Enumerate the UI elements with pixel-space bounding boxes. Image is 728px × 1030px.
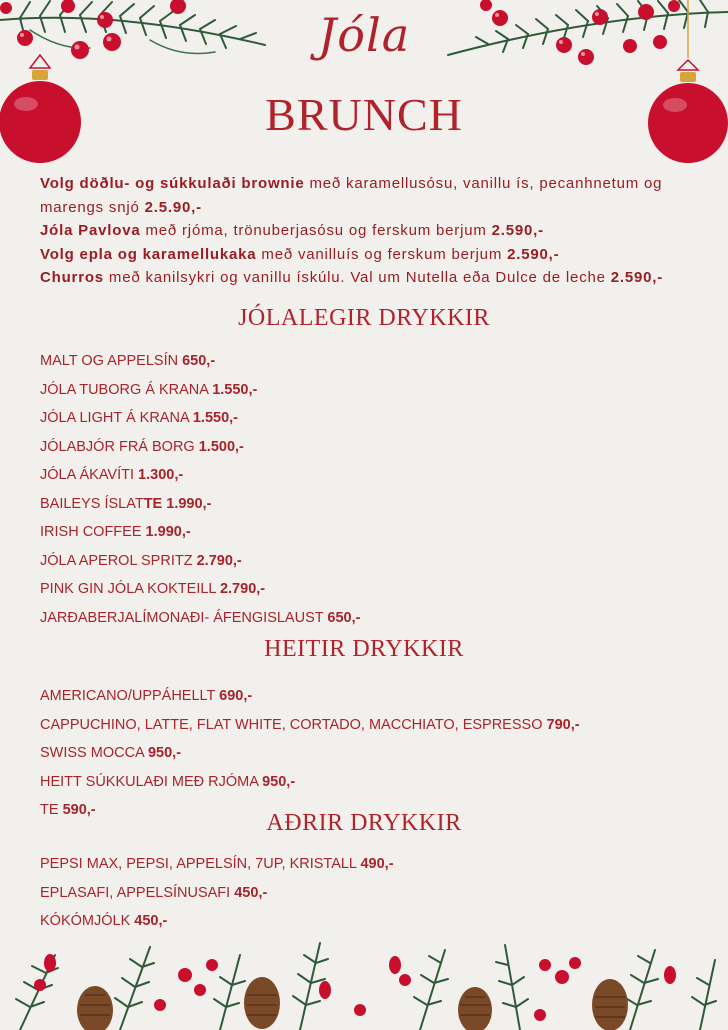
item-price: 490,- [360, 856, 394, 872]
item-name: Churros [40, 269, 104, 286]
list-item [40, 547, 700, 576]
item-name: PINK GIN JÓLA KOKTEILL [40, 581, 220, 597]
list-item [40, 518, 700, 547]
item-price: 650,- [182, 353, 216, 369]
item-name: BAILEYS ÍSLAT [40, 495, 144, 512]
item-name: JÓLA TUBORG Á KRANA [40, 381, 213, 398]
list-item [40, 433, 700, 462]
item-price: 2.5.90,- [144, 198, 202, 216]
list-item [40, 850, 700, 879]
item-name: SWISS MOCCA [40, 745, 148, 761]
list-item [40, 739, 700, 768]
section-title-hot-drinks: HEITIR DRYKKIR [264, 636, 464, 662]
list-item [40, 682, 700, 711]
item-name: AMERICANO/UPPÁHELLT [40, 688, 220, 704]
item-name: IRISH COFFEE [40, 524, 146, 540]
item-name: Volg epla og karamellukaka [40, 245, 257, 263]
item-price: 1.550,- [192, 410, 239, 426]
item-description: með karamellusósu, vanillu ís, pecanhnetum og marengs snjó [40, 175, 663, 216]
item-name: CAPPUCHINO, LATTE, FLAT WHITE, CORTADO, MACCHIATO, ESPRESSO [40, 716, 547, 733]
brunch-item [40, 266, 680, 290]
item-price: 790,- [546, 716, 580, 733]
item-name: JÓLA ÁKAVÍTI [40, 467, 139, 483]
item-name: JÓLA LIGHT Á KRANA [40, 410, 193, 426]
list-item [40, 490, 700, 519]
list-item [40, 575, 700, 604]
item-price: 1.550,- [212, 381, 258, 398]
item-price: 690,- [219, 688, 253, 704]
item-description: með kanilsykri og vanillu ískúlu. Val um Nutella eða Dulce de leche [103, 269, 611, 286]
list-item [40, 879, 700, 908]
item-price: 1.300,- [138, 467, 184, 483]
pinecone-icon [0, 935, 728, 1030]
item-name: TE [40, 802, 63, 818]
item-name: Volg döðlu- og súkkulaði brownie [40, 175, 305, 192]
brunch-item [40, 243, 680, 267]
item-price: 1.990,- [145, 524, 191, 540]
list-item [40, 604, 700, 633]
item-price: 590,- [62, 802, 96, 818]
item-price: 450,- [134, 913, 168, 929]
item-price: 950,- [147, 745, 182, 761]
brunch-item [40, 219, 680, 243]
item-price: 1.500,- [198, 438, 244, 455]
item-description: með vanilluís og ferskum berjum [256, 245, 508, 263]
item-price: 950,- [262, 773, 296, 790]
script-title: Jóla [317, 8, 411, 62]
other-drinks-list [40, 850, 700, 936]
item-description: með rjóma, trönuberjasósu og ferskum berjum [140, 222, 492, 239]
list-item [40, 907, 700, 936]
item-price: 450,- [234, 884, 268, 901]
list-item [40, 404, 700, 433]
list-item [40, 376, 700, 405]
item-name: MALT OG APPELSÍN [40, 353, 183, 369]
item-price: TE 1.990,- [143, 495, 212, 512]
item-price: 650,- [327, 609, 361, 626]
list-item [40, 768, 700, 797]
item-name: EPLASAFI, APPELSÍNUSAFI [40, 884, 235, 901]
item-price: 2.590,- [610, 269, 664, 286]
item-name: PEPSI MAX, PEPSI, APPELSÍN, 7UP, KRISTALL [40, 856, 361, 872]
list-item [40, 711, 700, 740]
item-price: 2.790,- [196, 552, 242, 569]
item-name: KÓKÓMJÓLK [40, 913, 135, 929]
hot-drinks-list [40, 682, 700, 825]
page-title: BRUNCH [265, 89, 463, 140]
section-title-other-drinks: AÐRIR DRYKKIR [266, 810, 462, 836]
list-item [40, 461, 700, 490]
item-name: Jóla Pavlova [40, 222, 141, 239]
brunch-menu [40, 172, 680, 290]
item-name: JÓLA APEROL SPRITZ [40, 552, 197, 569]
section-title-christmas-drinks: JÓLALEGIR DRYKKIR [238, 305, 490, 331]
item-price: 2.590,- [491, 222, 544, 239]
item-name: JÓLABJÓR FRÁ BORG [40, 438, 199, 455]
item-price: 2.790,- [219, 581, 266, 597]
item-name: HEITT SÚKKULAÐI MEÐ RJÓMA [40, 773, 263, 790]
brunch-item [40, 172, 680, 219]
list-item [40, 347, 700, 376]
item-price: 2.590,- [507, 245, 560, 263]
christmas-drinks-list [40, 347, 700, 632]
item-name: JARÐABERJALÍMONAÐI- ÁFENGISLAUST [40, 609, 328, 626]
